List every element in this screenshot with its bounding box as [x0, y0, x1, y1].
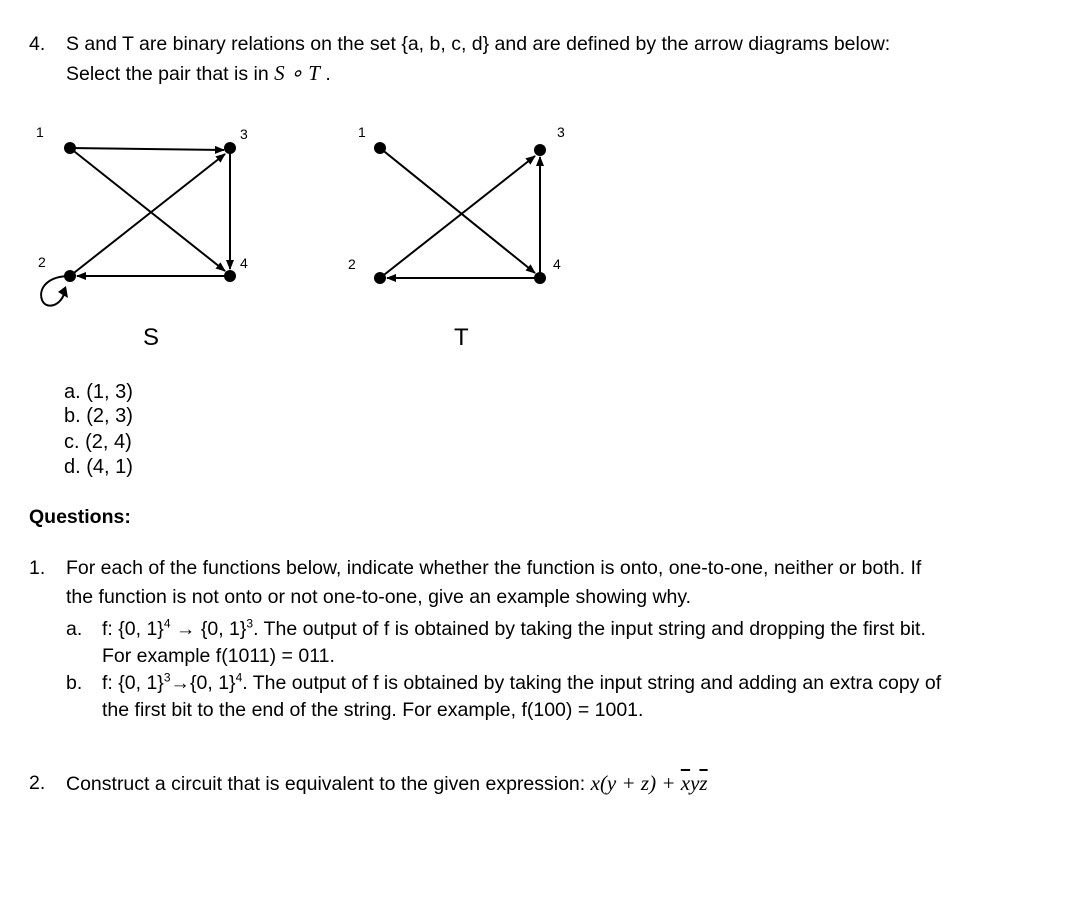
problem-number: 4.: [29, 33, 46, 55]
edge-2-3: [70, 154, 225, 276]
expr-x: x: [590, 771, 600, 795]
problem-statement-line2: [66, 59, 331, 88]
q1b-line2: the first bit to the end of the string. For example, f(100) = 1001.: [102, 699, 644, 721]
node-4: [534, 272, 546, 284]
q1a-rest: . The output of f is obtained by taking the input string and dropping the first bit.: [253, 618, 926, 640]
edge-1-4: [380, 148, 535, 273]
diagram-t: [340, 118, 580, 318]
expr-xbar: $\overline{x}$: [680, 771, 691, 795]
q2-line: [66, 769, 708, 798]
q1a-exp2: 3: [246, 616, 254, 631]
q1a-exp1: 4: [163, 616, 171, 631]
s-label-3: 3: [240, 126, 248, 142]
edge-1-4: [70, 148, 225, 271]
q2-text: Construct a circuit that is equivalent to the given expression:: [66, 773, 591, 795]
q1a-domain: f: {0, 1}: [102, 618, 164, 640]
option-a: a. (1, 3): [64, 381, 133, 403]
node-3: [224, 142, 236, 154]
option-d: d. (4, 1): [64, 456, 133, 478]
q1-number: 1.: [29, 557, 46, 579]
t-label-1: 1: [358, 124, 366, 140]
t-label-2: 2: [348, 256, 356, 272]
edge-2-3: [380, 156, 535, 278]
option-c: c. (2, 4): [64, 431, 132, 453]
expr-zbar: $\overline{z}$: [699, 771, 708, 795]
q2-number: 2.: [29, 772, 46, 794]
option-b: b. (2, 3): [64, 405, 133, 427]
diagram-t-title: T: [454, 324, 469, 351]
q1a-line1: [102, 615, 926, 643]
node-1: [374, 142, 386, 154]
q1-line2: the function is not onto or not one-to-one, give an example showing why.: [66, 586, 692, 608]
line2-prefix: Select the pair that is in: [66, 63, 275, 85]
t-label-3: 3: [557, 124, 565, 140]
node-1: [64, 142, 76, 154]
t-label-4: 4: [553, 256, 561, 272]
q1a-line2: For example f(1011) = 011.: [102, 645, 335, 667]
q1b-label: b.: [66, 672, 83, 694]
s-label-1: 1: [36, 124, 44, 140]
q1a-arrow: → {0, 1}: [170, 618, 247, 640]
q1b-arrow: →{0, 1}: [170, 672, 236, 694]
q1b-line1: [102, 669, 941, 697]
q1b-rest: . The output of f is obtained by taking the input string and adding an extra copy of: [242, 672, 942, 694]
node-2: [64, 270, 76, 282]
problem-statement-line1: S and T are binary relations on the set {a, b, c, d} and are defined by the arrow diagrams below:: [66, 33, 891, 55]
q1b-exp2: 4: [235, 670, 243, 685]
expr-y: y: [690, 771, 700, 795]
edge-1-3: [70, 148, 224, 150]
q1-line1: For each of the functions below, indicate whether the function is onto, one-to-one, neither or both. If: [66, 557, 922, 579]
node-2: [374, 272, 386, 284]
diagram-s: [28, 118, 268, 318]
composition-expression: S ∘ T: [274, 61, 320, 85]
q1b-exp1: 3: [163, 670, 171, 685]
questions-heading: Questions:: [29, 506, 131, 528]
q1b-domain: f: {0, 1}: [102, 672, 164, 694]
expr-paren: (y + z) +: [599, 771, 681, 795]
diagram-s-title: S: [143, 324, 160, 351]
q1a-label: a.: [66, 618, 83, 640]
line2-suffix: .: [319, 63, 331, 85]
s-label-4: 4: [240, 255, 248, 271]
node-3: [534, 144, 546, 156]
s-label-2: 2: [38, 254, 46, 270]
node-4: [224, 270, 236, 282]
